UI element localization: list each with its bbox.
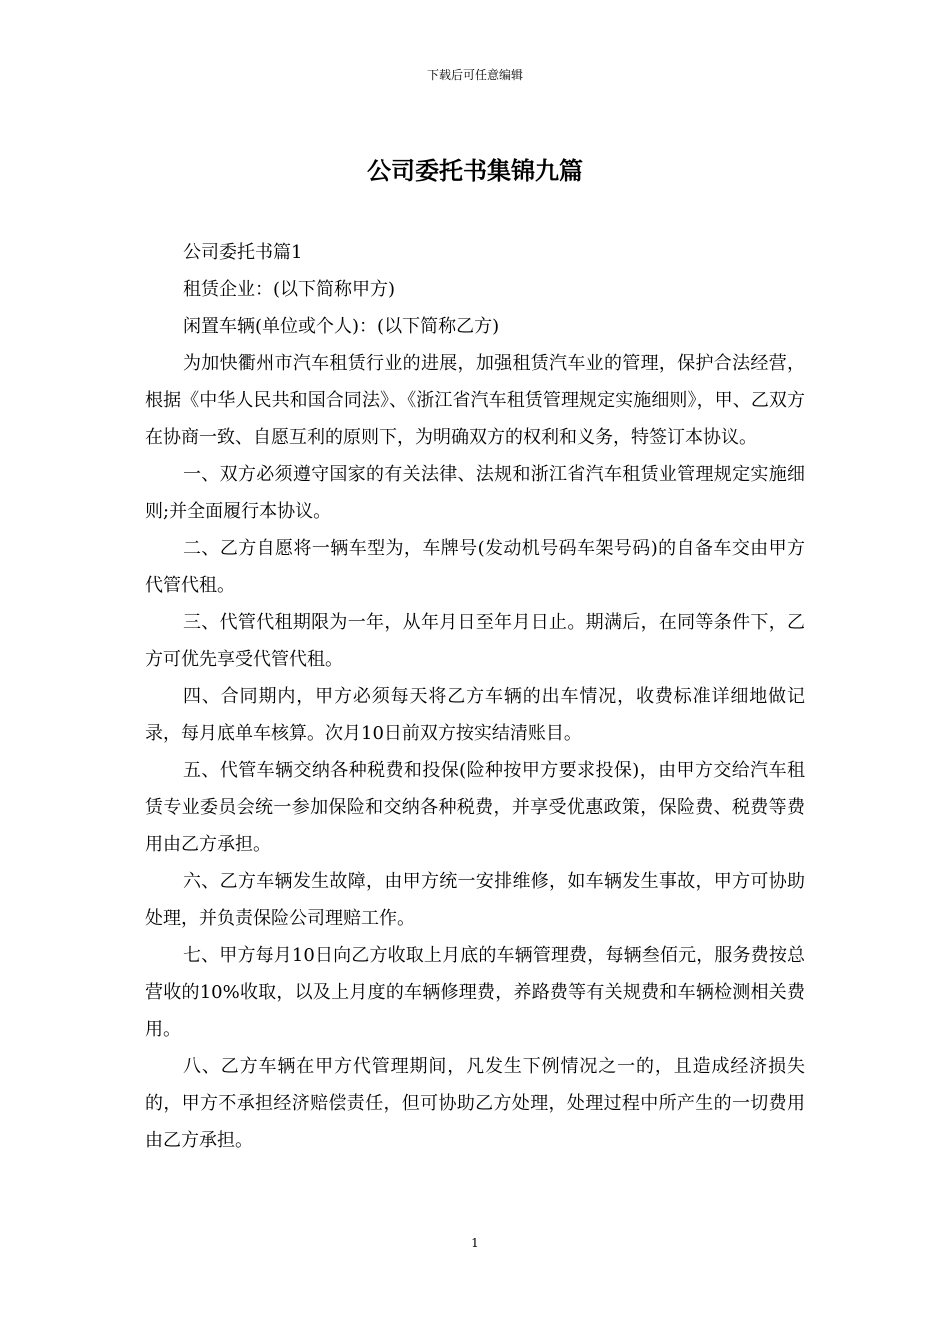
page-number: 1 xyxy=(471,1236,479,1250)
paragraph-clause-3: 三、代管代租期限为一年，从年月日至年月日止。期满后，在同等条件下，乙方可优先享受代管代租。 xyxy=(145,612,805,670)
paragraph-clause-6: 六、乙方车辆发生故障，由甲方统一安排维修，如车辆发生事故，甲方可协助处理，并负责保险公司理赔工作。 xyxy=(145,871,805,929)
document-title: 公司委托书集锦九篇 xyxy=(367,156,583,185)
paragraph-clause-2: 二、乙方自愿将一辆车型为，车牌号(发动机号码车架号码)的自备车交由甲方代管代租。 xyxy=(145,538,805,596)
paragraph-clause-8: 八、乙方车辆在甲方代管理期间，凡发生下例情况之一的，且造成经济损失的，甲方不承担经济赔偿责任，但可协助乙方处理，处理过程中所产生的一切费用由乙方承担。 xyxy=(145,1056,805,1151)
section-heading: 公司委托书篇1 xyxy=(183,242,303,263)
paragraph-lessee: 闲置车辆(单位或个人)：(以下简称乙方) xyxy=(183,316,500,337)
paragraph-clause-1: 一、双方必须遵守国家的有关法律、法规和浙江省汽车租赁业管理规定实施细则;并全面履行本协议。 xyxy=(145,464,805,522)
paragraph-clause-7: 七、甲方每月10日向乙方收取上月底的车辆管理费，每辆叁佰元，服务费按总营收的10%收取，以及上月度的车辆修理费，养路费等有关规费和车辆检测相关费用。 xyxy=(145,945,805,1040)
paragraph-lessor: 租赁企业：(以下简称甲方) xyxy=(183,279,396,300)
paragraph-preamble: 为加快衢州市汽车租赁行业的进展，加强租赁汽车业的管理，保护合法经营，根据《中华人民共和国合同法》、《浙江省汽车租赁管理规定实施细则》，甲、乙双方在协商一致、自愿互利的原则下，为明确双方的权利和义务，特签订本协议。 xyxy=(145,353,805,448)
paragraph-clause-4: 四、合同期内，甲方必须每天将乙方车辆的出车情况，收费标准详细地做记录，每月底单车核算。次月10日前双方按实结清账目。 xyxy=(145,686,805,744)
paragraph-clause-5: 五、代管车辆交纳各种税费和投保(险种按甲方要求投保)，由甲方交给汽车租赁专业委员会统一参加保险和交纳各种税费，并享受优惠政策，保险费、税费等费用由乙方承担。 xyxy=(145,760,805,855)
page-header: 下载后可任意编辑 xyxy=(426,68,523,82)
document-body xyxy=(145,234,805,1159)
